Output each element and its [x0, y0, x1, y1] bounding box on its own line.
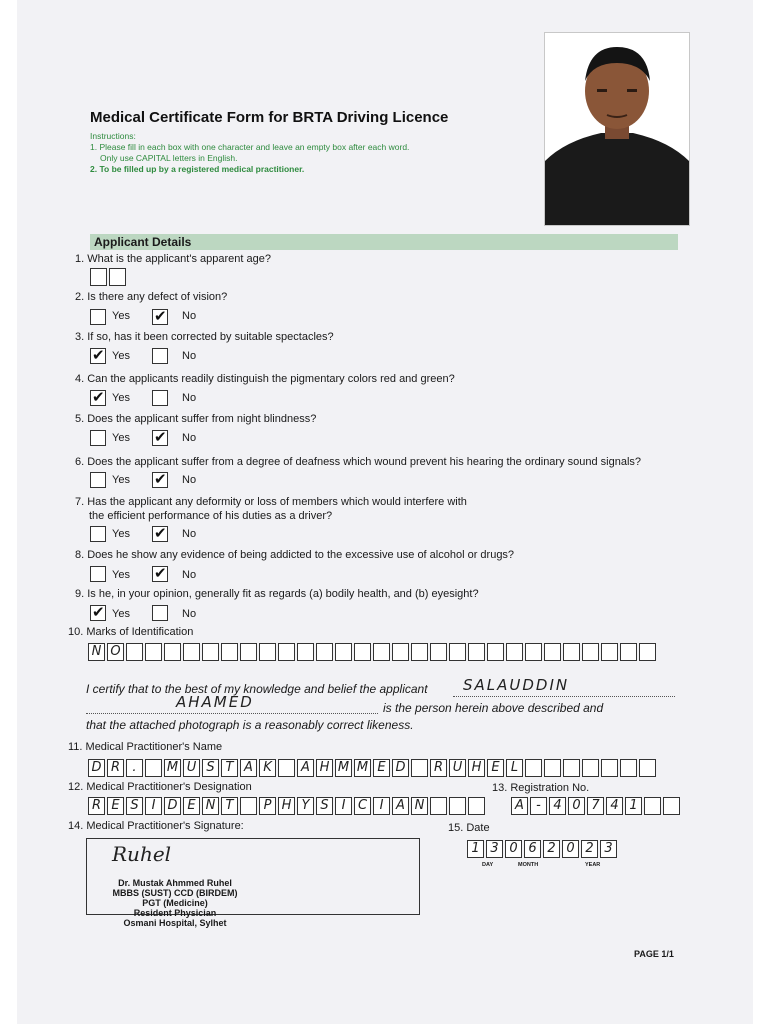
certify-line-1: I certify that to the best of my knowledge and belief the applicant — [86, 682, 428, 696]
char-box[interactable] — [354, 643, 371, 661]
stamp-line-5: Osmani Hospital, Sylhet — [123, 918, 227, 928]
age-digit-2[interactable] — [109, 268, 126, 286]
char-box[interactable] — [506, 643, 523, 661]
char-box[interactable] — [164, 643, 181, 661]
check-icon: ✔ — [154, 307, 167, 325]
char-box[interactable]: S — [202, 759, 219, 777]
char-box[interactable] — [335, 643, 352, 661]
char-box[interactable]: L — [506, 759, 523, 777]
char-box[interactable]: 4 — [549, 797, 566, 815]
char-box[interactable]: I — [335, 797, 352, 815]
practitioner-designation-boxes[interactable] — [88, 797, 487, 815]
char-box[interactable] — [601, 759, 618, 777]
q9-yes-label: Yes — [112, 608, 130, 620]
q2-yes-checkbox[interactable] — [90, 309, 106, 325]
date-boxes[interactable] — [467, 840, 619, 858]
date-day-label: DAY — [482, 862, 494, 868]
char-box[interactable] — [487, 643, 504, 661]
char-box[interactable] — [663, 797, 680, 815]
date-year-label: YEAR — [585, 862, 601, 868]
char-box[interactable]: Y — [297, 797, 314, 815]
char-box[interactable]: R — [430, 759, 447, 777]
char-box[interactable]: 4 — [606, 797, 623, 815]
char-box[interactable]: 0 — [568, 797, 585, 815]
char-box[interactable]: M — [335, 759, 352, 777]
date-label: 15. Date — [448, 822, 490, 834]
q7-no-label: No — [182, 528, 197, 540]
registration-number-boxes[interactable] — [511, 797, 682, 815]
char-box[interactable] — [145, 759, 162, 777]
age-digit-1[interactable] — [90, 268, 107, 286]
form-title: Medical Certificate Form for BRTA Driving Licence — [90, 109, 449, 126]
stamp-line-2: MBBS (SUST) CCD (BIRDEM) — [112, 888, 238, 898]
char-box[interactable]: 2 — [543, 840, 560, 858]
char-box[interactable] — [601, 643, 618, 661]
char-box[interactable] — [240, 797, 257, 815]
certify-line-2: is the person herein above described and — [383, 701, 604, 715]
certify-line-3: that the attached photograph is a reasonably correct likeness. — [86, 718, 414, 732]
question-5: 5. Does the applicant suffer from night blindness? — [75, 413, 317, 425]
char-box[interactable] — [392, 643, 409, 661]
doctor-stamp — [100, 878, 250, 928]
char-box[interactable]: T — [221, 759, 238, 777]
char-box[interactable]: D — [88, 759, 105, 777]
question-10: 10. Marks of Identification — [68, 626, 194, 638]
q5-no-checkbox[interactable] — [152, 430, 168, 446]
practitioner-designation-label: 12. Medical Practitioner's Designation — [68, 781, 252, 793]
char-box[interactable]: 1 — [467, 840, 484, 858]
char-box[interactable] — [525, 759, 542, 777]
q8-no-label: No — [182, 569, 197, 581]
char-box[interactable]: E — [107, 797, 124, 815]
char-box[interactable] — [145, 643, 162, 661]
q2-no-checkbox[interactable] — [152, 309, 168, 325]
char-box[interactable]: E — [487, 759, 504, 777]
question-8: 8. Does he show any evidence of being addicted to the excessive use of alcohol or drugs? — [75, 549, 515, 561]
q9-yes-checkbox[interactable] — [90, 605, 106, 621]
applicant-name-line-1 — [453, 676, 675, 697]
char-box[interactable]: I — [145, 797, 162, 815]
char-box[interactable] — [126, 643, 143, 661]
section-title: Applicant Details — [94, 235, 192, 249]
char-box[interactable]: 7 — [587, 797, 604, 815]
marks-identification-boxes[interactable] — [88, 643, 658, 661]
q6-yes-checkbox[interactable] — [90, 472, 106, 488]
char-box[interactable]: 6 — [524, 840, 541, 858]
char-box[interactable]: E — [373, 759, 390, 777]
char-box[interactable] — [411, 759, 428, 777]
check-icon: ✔ — [154, 428, 167, 446]
q4-no-label: No — [182, 392, 197, 404]
signature-scribble: Ruhel — [112, 842, 172, 866]
q5-yes-label: Yes — [112, 432, 130, 444]
char-box[interactable]: O — [107, 643, 124, 661]
char-box[interactable] — [430, 643, 447, 661]
char-box[interactable] — [449, 797, 466, 815]
char-box[interactable]: A — [297, 759, 314, 777]
char-box[interactable] — [316, 643, 333, 661]
q8-no-checkbox[interactable] — [152, 566, 168, 582]
char-box[interactable]: 3 — [486, 840, 503, 858]
char-box[interactable]: S — [316, 797, 333, 815]
char-box[interactable] — [183, 643, 200, 661]
stamp-line-4: Resident Physician — [133, 908, 217, 918]
q3-no-label: No — [182, 350, 197, 362]
char-box[interactable]: K — [259, 759, 276, 777]
char-box[interactable]: 0 — [505, 840, 522, 858]
char-box[interactable] — [525, 643, 542, 661]
char-box[interactable]: M — [164, 759, 181, 777]
registration-label: 13. Registration No. — [492, 782, 590, 794]
char-box[interactable] — [468, 643, 485, 661]
check-icon: ✔ — [92, 346, 105, 364]
char-box[interactable]: D — [164, 797, 181, 815]
question-3: 3. If so, has it been corrected by suitable spectacles? — [75, 331, 334, 343]
char-box[interactable]: M — [354, 759, 371, 777]
char-box[interactable] — [563, 643, 580, 661]
char-box[interactable]: 0 — [562, 840, 579, 858]
char-box[interactable]: D — [392, 759, 409, 777]
check-icon: ✔ — [92, 603, 105, 621]
instruction-2: 2. To be filled up by a registered medical practitioner. — [90, 164, 305, 174]
char-box[interactable]: 1 — [625, 797, 642, 815]
check-icon: ✔ — [154, 470, 167, 488]
char-box[interactable]: - — [530, 797, 547, 815]
question-4: 4. Can the applicants readily distinguish the pigmentary colors red and green? — [75, 373, 455, 385]
char-box[interactable]: H — [316, 759, 333, 777]
q3-no-checkbox[interactable] — [152, 348, 168, 364]
stamp-line-1: Dr. Mustak Ahmmed Ruhel — [118, 878, 232, 888]
section-applicant-details — [90, 234, 678, 250]
q7-yes-checkbox[interactable] — [90, 526, 106, 542]
char-box[interactable]: N — [88, 643, 105, 661]
q6-no-label: No — [182, 474, 197, 486]
char-box[interactable]: A — [392, 797, 409, 815]
char-box[interactable] — [278, 759, 295, 777]
page-number: PAGE 1/1 — [634, 949, 674, 959]
q7-yes-label: Yes — [112, 528, 130, 540]
char-box[interactable] — [544, 643, 561, 661]
practitioner-name-label: 11. Medical Practitioner's Name — [68, 741, 223, 753]
date-month-label: MONTH — [518, 862, 539, 868]
char-box[interactable]: N — [411, 797, 428, 815]
char-box[interactable] — [620, 643, 637, 661]
q8-yes-label: Yes — [112, 569, 130, 581]
char-box[interactable] — [430, 797, 447, 815]
char-box[interactable] — [278, 643, 295, 661]
question-9: 9. Is he, in your opinion, generally fit as regards (a) bodily health, and (b) eyesight? — [75, 588, 479, 600]
q9-no-checkbox[interactable] — [152, 605, 168, 621]
q4-yes-checkbox[interactable] — [90, 390, 106, 406]
char-box[interactable]: E — [183, 797, 200, 815]
char-box[interactable]: H — [468, 759, 485, 777]
char-box[interactable]: P — [259, 797, 276, 815]
char-box[interactable] — [411, 643, 428, 661]
char-box[interactable] — [240, 643, 257, 661]
applicant-photo — [544, 32, 690, 226]
char-box[interactable]: N — [202, 797, 219, 815]
q7-no-checkbox[interactable] — [152, 526, 168, 542]
char-box[interactable]: U — [183, 759, 200, 777]
char-box[interactable] — [373, 643, 390, 661]
q4-yes-label: Yes — [112, 392, 130, 404]
char-box[interactable]: A — [240, 759, 257, 777]
q9-no-label: No — [182, 608, 197, 620]
char-box[interactable]: C — [354, 797, 371, 815]
check-icon: ✔ — [154, 524, 167, 542]
q3-yes-checkbox[interactable] — [90, 348, 106, 364]
check-icon: ✔ — [154, 564, 167, 582]
char-box[interactable]: 3 — [600, 840, 617, 858]
char-box[interactable] — [639, 643, 656, 661]
instruction-1b: Only use CAPITAL letters in English. — [100, 153, 238, 163]
question-6: 6. Does the applicant suffer from a degree of deafness which wound prevent his hearing the ordinary sound signals? — [75, 456, 642, 468]
q6-no-checkbox[interactable] — [152, 472, 168, 488]
char-box[interactable]: H — [278, 797, 295, 815]
char-box[interactable]: T — [221, 797, 238, 815]
applicant-name-part-2: AHAMED — [176, 693, 254, 711]
person-portrait-icon — [545, 33, 689, 225]
char-box[interactable]: 2 — [581, 840, 598, 858]
question-7-cont: the efficient performance of his duties as a driver? — [89, 510, 333, 522]
instructions-label: Instructions: — [90, 131, 136, 141]
char-box[interactable] — [639, 759, 656, 777]
char-box[interactable]: . — [126, 759, 143, 777]
question-1: 1. What is the applicant's apparent age? — [75, 253, 271, 265]
char-box[interactable] — [221, 643, 238, 661]
char-box[interactable]: R — [107, 759, 124, 777]
char-box[interactable]: R — [88, 797, 105, 815]
char-box[interactable]: S — [126, 797, 143, 815]
char-box[interactable] — [620, 759, 637, 777]
q5-no-label: No — [182, 432, 197, 444]
char-box[interactable] — [544, 759, 561, 777]
instructions — [90, 131, 409, 175]
stamp-line-3: PGT (Medicine) — [142, 898, 208, 908]
q8-yes-checkbox[interactable] — [90, 566, 106, 582]
q3-yes-label: Yes — [112, 350, 130, 362]
char-box[interactable] — [297, 643, 314, 661]
q4-no-checkbox[interactable] — [152, 390, 168, 406]
applicant-name-part-1: SALAUDDIN — [463, 676, 570, 694]
char-box[interactable]: I — [373, 797, 390, 815]
instruction-1a: 1. Please fill in each box with one character and leave an empty box after each word. — [90, 142, 410, 152]
q5-yes-checkbox[interactable] — [90, 430, 106, 446]
question-7: 7. Has the applicant any deformity or loss of members which would interfere with — [75, 496, 467, 508]
q6-yes-label: Yes — [112, 474, 130, 486]
signature-label: 14. Medical Practitioner's Signature: — [68, 820, 244, 832]
char-box[interactable]: A — [511, 797, 528, 815]
question-2: 2. Is there any defect of vision? — [75, 291, 228, 303]
q2-no-label: No — [182, 310, 197, 322]
char-box[interactable] — [582, 759, 599, 777]
char-box[interactable] — [449, 643, 466, 661]
char-box[interactable] — [582, 643, 599, 661]
char-box[interactable] — [202, 643, 219, 661]
practitioner-name-boxes[interactable] — [88, 759, 658, 777]
q2-yes-label: Yes — [112, 310, 130, 322]
age-boxes[interactable] — [90, 268, 128, 286]
char-box[interactable] — [468, 797, 485, 815]
applicant-name-line-2 — [86, 693, 378, 714]
check-icon: ✔ — [92, 388, 105, 406]
char-box[interactable] — [563, 759, 580, 777]
char-box[interactable] — [259, 643, 276, 661]
char-box[interactable]: U — [449, 759, 466, 777]
char-box[interactable] — [644, 797, 661, 815]
